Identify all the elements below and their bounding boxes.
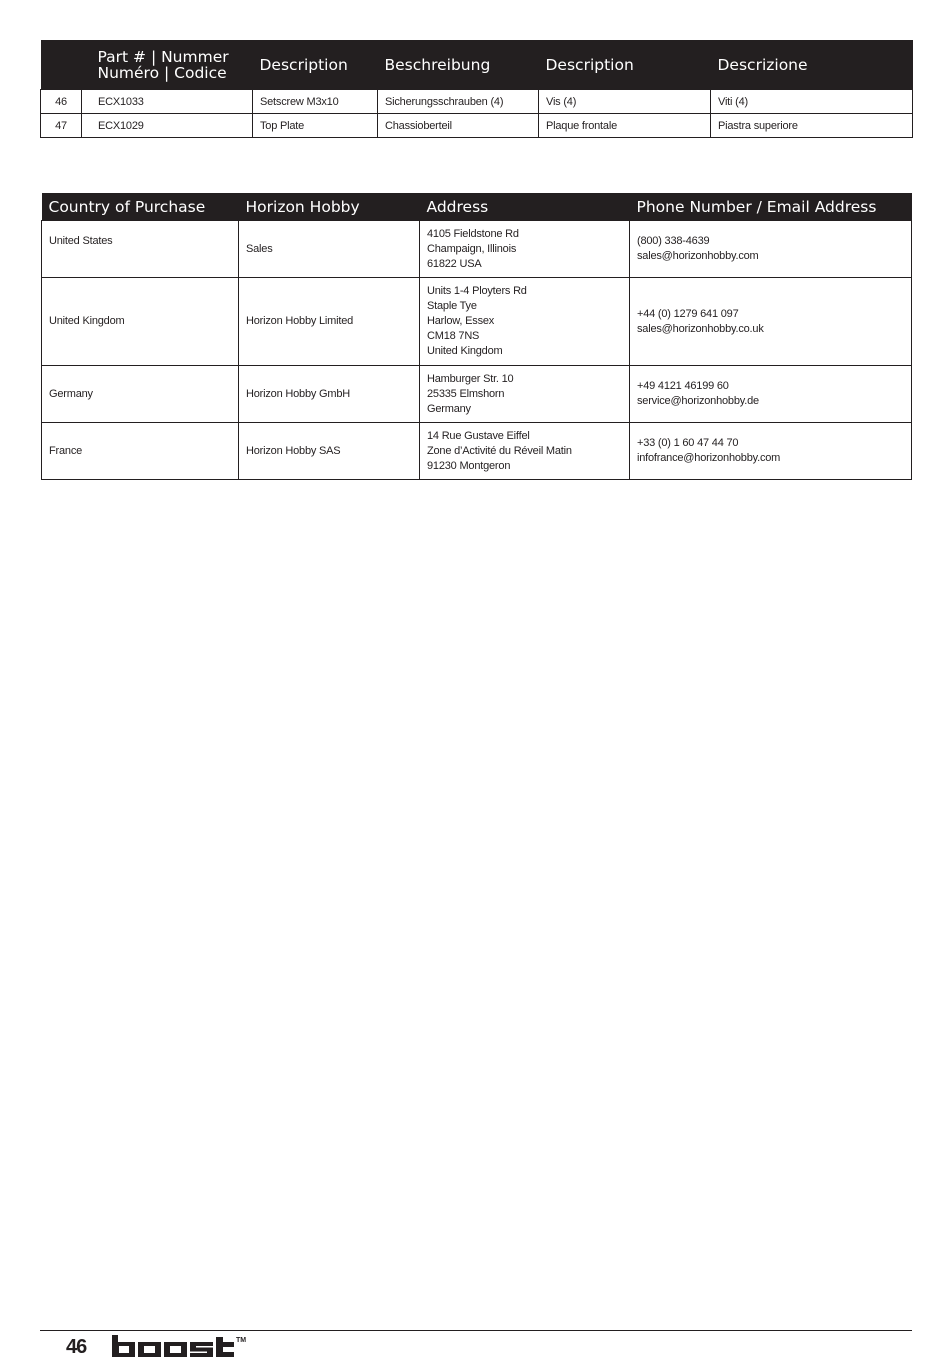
- contact-cell: [630, 278, 912, 366]
- contact-cell: [630, 423, 912, 480]
- company-cell: Sales: [239, 221, 420, 278]
- table-row: [41, 114, 913, 138]
- phone-number: (800) 338-4639: [637, 235, 710, 247]
- item-number: 47: [41, 114, 82, 138]
- trademark-symbol: TM: [236, 1337, 247, 1344]
- phone-number: +44 (0) 1279 641 097: [637, 307, 739, 320]
- company-cell: Horizon Hobby Limited: [239, 278, 420, 366]
- description-de: Sicherungsschrauben (4): [378, 90, 539, 114]
- company-cell: Horizon Hobby SAS: [239, 423, 420, 480]
- address-cell: [420, 221, 630, 278]
- country-cell: France: [42, 423, 239, 480]
- description-en: Top Plate: [253, 114, 378, 138]
- contacts-table: [41, 193, 912, 480]
- country-cell: United Kingdom: [42, 278, 239, 366]
- description-fr: Vis (4): [539, 90, 711, 114]
- email-link[interactable]: infofrance@horizonhobby.com: [637, 452, 781, 464]
- email-link[interactable]: sales@horizonhobby.co.uk: [637, 322, 764, 335]
- part-header-line-1: Part # | Nummer: [97, 47, 229, 66]
- email-link[interactable]: service@horizonhobby.de: [637, 395, 759, 407]
- table-row: [42, 278, 912, 366]
- contact-header: Phone Number / Email Address: [630, 193, 912, 221]
- address-line: Hamburger Str. 10: [427, 372, 514, 385]
- address-line: 61822 USA: [427, 257, 482, 270]
- address-cell: [420, 423, 630, 480]
- address-line: Harlow, Essex: [427, 315, 495, 327]
- address-line: Zone d’Activité du Réveil Matin: [427, 444, 572, 457]
- address-line: 91230 Montgeron: [427, 459, 511, 472]
- description-en-header: Description: [253, 40, 378, 90]
- address-line: United Kingdom: [427, 345, 503, 357]
- phone-number: +49 4121 46199 60: [637, 380, 729, 392]
- parts-header-row: [41, 40, 913, 90]
- part-header-line-2: Numéro | Codice: [97, 63, 227, 82]
- country-cell: Germany: [42, 366, 239, 423]
- description-fr: Plaque frontale: [539, 114, 711, 138]
- address-cell: [420, 278, 630, 366]
- contact-cell: [630, 366, 912, 423]
- address-line: CM18 7NS: [427, 330, 480, 342]
- table-row: [42, 366, 912, 423]
- company-cell: Horizon Hobby GmbH: [239, 366, 420, 423]
- description-it: Piastra superiore: [711, 114, 913, 138]
- contact-cell: [630, 221, 912, 278]
- address-line: Units 1-4 Ployters Rd: [427, 285, 527, 297]
- address-line: 14 Rue Gustave Eiffel: [427, 429, 530, 442]
- parts-table: [40, 40, 913, 138]
- part-number-header: [41, 40, 253, 90]
- email-link[interactable]: sales@horizonhobby.com: [637, 250, 759, 262]
- description-de-header: Beschreibung: [378, 40, 539, 90]
- logo-letter-s: [190, 1342, 213, 1357]
- description-en: Setscrew M3x10: [253, 90, 378, 114]
- page-number: 46: [66, 1336, 87, 1358]
- company-header: Horizon Hobby: [239, 193, 420, 221]
- description-de: Chassioberteil: [378, 114, 539, 138]
- part-code: ECX1033: [82, 90, 253, 114]
- logo-letter-t: [216, 1337, 234, 1357]
- address-header: Address: [420, 193, 630, 221]
- address-line: Germany: [427, 402, 471, 415]
- address-line: Champaign, Illinois: [427, 242, 517, 255]
- boost-logo: [112, 1335, 248, 1357]
- address-line: Staple Tye: [427, 300, 477, 312]
- contacts-header-row: [42, 193, 912, 221]
- address-cell: [420, 366, 630, 423]
- phone-number: +33 (0) 1 60 47 44 70: [637, 437, 739, 449]
- table-row: [42, 221, 912, 278]
- item-number: 46: [41, 90, 82, 114]
- country-header: Country of Purchase: [42, 193, 239, 221]
- address-line: 4105 Fieldstone Rd: [427, 227, 519, 240]
- footer-divider: [40, 1330, 912, 1331]
- address-line: 25335 Elmshorn: [427, 387, 505, 400]
- description-it: Viti (4): [711, 90, 913, 114]
- description-it-header: Descrizione: [711, 40, 913, 90]
- table-row: [41, 90, 913, 114]
- country-cell: United States: [42, 221, 239, 278]
- description-fr-header: Description: [539, 40, 711, 90]
- part-code: ECX1029: [82, 114, 253, 138]
- table-row: [42, 423, 912, 480]
